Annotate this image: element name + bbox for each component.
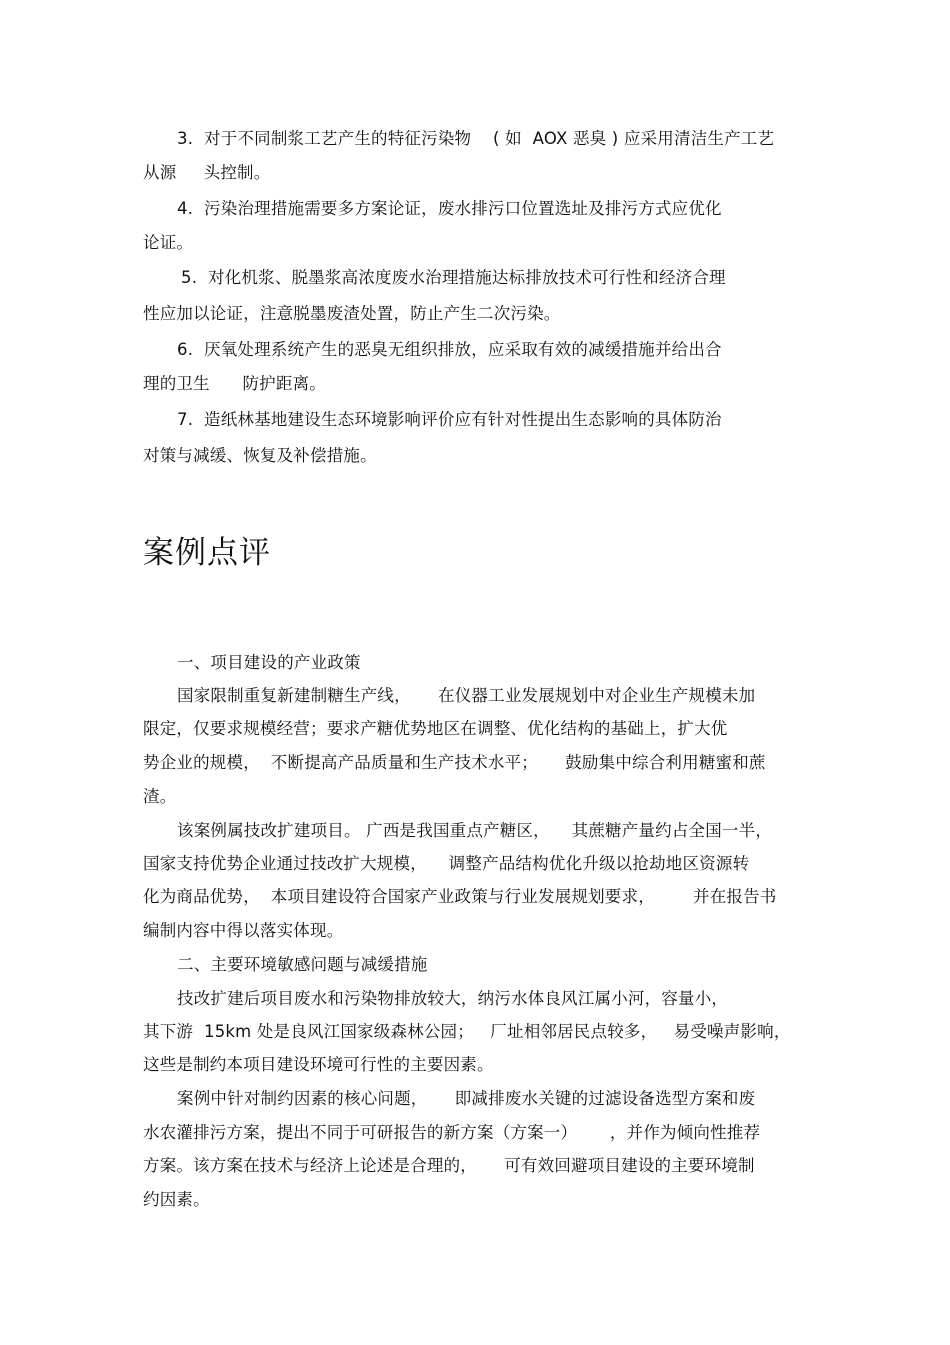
section-title: 案例点评 bbox=[143, 535, 271, 571]
section2-para2-line4: 约因素。 bbox=[143, 1190, 210, 1209]
list-item-6-line2: 理的卫生 防护距离。 bbox=[143, 374, 326, 393]
section2-para2-line1: 案例中针对制约因素的核心问题， 即减排废水关键的过滤设备选型方案和废 bbox=[177, 1089, 756, 1108]
section1-para1-line3: 势企业的规模， 不断提高产品质量和生产技术水平； 鼓励集中综合利用糖蜜和蔗 bbox=[143, 753, 766, 772]
list-item-4-line2: 论证。 bbox=[143, 233, 194, 252]
section1-para1-line1: 国家限制重复新建制糖生产线， 在仪器工业发展规划中对企业生产规模未加 bbox=[177, 686, 756, 705]
section2-para2-line2: 水农灌排污方案，提出不同于可研报告的新方案（方案一） ，并作为倾向性推荐 bbox=[143, 1123, 761, 1142]
section2-para1-line2: 其下游 15km 处是良风江国家级森林公园； 厂址相邻居民点较多， 易受噪声影响， bbox=[143, 1022, 791, 1041]
section1-heading: 一、项目建设的产业政策 bbox=[177, 653, 361, 672]
section1-para1-line2: 限定，仅要求规模经营；要求产糖优势地区在调整、优化结构的基础上，扩大优 bbox=[143, 719, 728, 738]
list-item-6-line1: 6. 厌氧处理系统产生的恶臭无组织排放，应采取有效的减缓措施并给出合 bbox=[177, 340, 722, 359]
section2-para1-line1: 技改扩建后项目废水和污染物排放较大，纳污水体良风江属小河，容量小， bbox=[177, 989, 729, 1008]
list-item-7-line1: 7. 造纸林基地建设生态环境影响评价应有针对性提出生态影响的具体防治 bbox=[177, 410, 722, 429]
section1-para2-line2: 国家支持优势企业通过技改扩大规模， 调整产品结构优化升级以抢劫地区资源转 bbox=[143, 854, 750, 873]
list-item-7-line2: 对策与减缓、恢复及补偿措施。 bbox=[143, 446, 377, 465]
section2-heading: 二、主要环境敏感问题与减缓措施 bbox=[177, 955, 428, 974]
list-item-5-line1: 5. 对化机浆、脱墨浆高浓度废水治理措施达标排放技术可行性和经济合理 bbox=[181, 268, 726, 287]
list-item-5-line2: 性应加以论证，注意脱墨废渣处置，防止产生二次污染。 bbox=[143, 304, 561, 323]
list-item-4-line1: 4. 污染治理措施需要多方案论证，废水排污口位置选址及排污方式应优化 bbox=[177, 199, 722, 218]
list-item-3-line2: 从源 头控制。 bbox=[143, 163, 271, 182]
section1-para1-line4: 渣。 bbox=[143, 787, 177, 806]
list-item-3-line1: 3. 对于不同制浆工艺产生的特征污染物 ( 如 AOX 恶臭 ) 应采用清洁生产工艺 bbox=[177, 129, 775, 148]
section2-para2-line3: 方案。该方案在技术与经济上论述是合理的， 可有效回避项目建设的主要环境制 bbox=[143, 1156, 755, 1175]
section1-para2-line4: 编制内容中得以落实体现。 bbox=[143, 921, 344, 940]
section2-para1-line3: 这些是制约本项目建设环境可行性的主要因素。 bbox=[143, 1055, 494, 1074]
section1-para2-line1: 该案例属技改扩建项目。 广西是我国重点产糖区， 其蔗糖产量约占全国一半， bbox=[177, 821, 773, 840]
section1-para2-line3: 化为商品优势， 本项目建设符合国家产业政策与行业发展规划要求， 并在报告书 bbox=[143, 887, 777, 906]
